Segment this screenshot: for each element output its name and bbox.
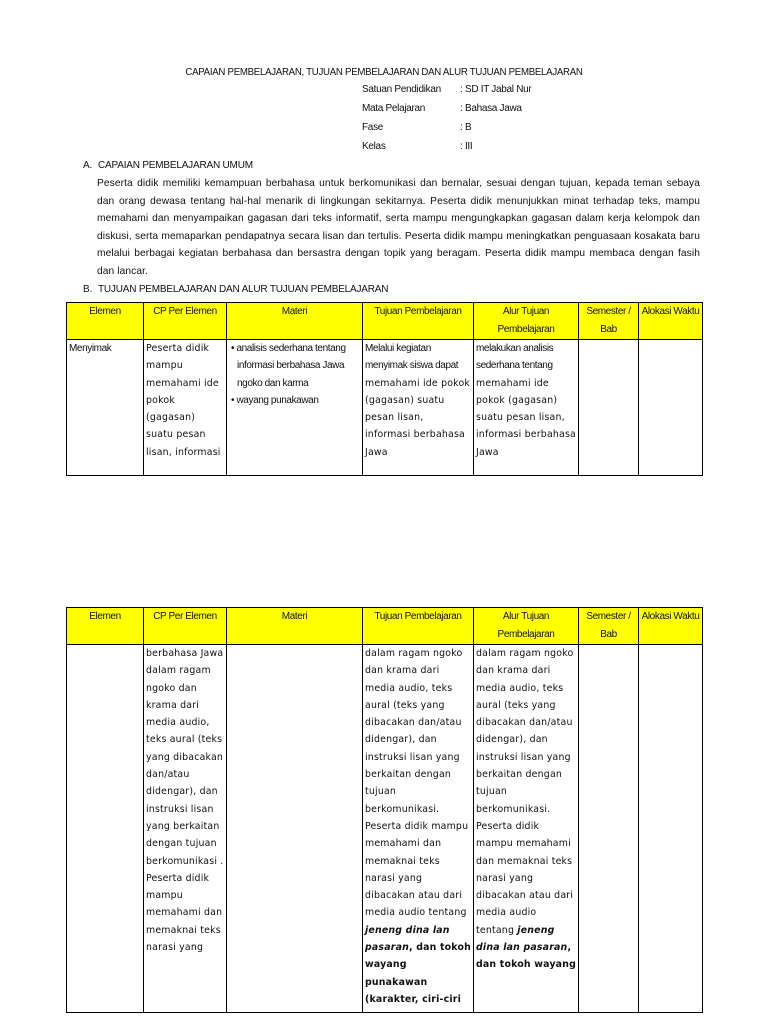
- paragraph-text: Peserta didik memiliki kemampuan berbahasa untuk berkomunikasi dan bernalar, sesuai dengan tujuan, kepada teman sebaya dan orang dewasa tentang hal-hal menarik di lingkungan sekitarnya. Peserta didik menunjukkan minat terhadap teks, mampu memahami dan menyampaikan gagasan dari teks informatif, serta mampu mengungkapkan gagasan dalam kerja kelompok dan diskusi, serta memaparkan pendapatnya secara lisan dan tertulis. Peserta didik mampu meningkatkan penguasaan kosakata baru melalui berbagai kegiatan berbahasa dan bersastra dengan topik yang beragam. Peserta didik mampu membaca dengan fasih dan lancar.: [97, 178, 700, 277]
- header-tujuan: Tujuan Pembelajaran: [363, 303, 474, 340]
- section-a-heading: [83, 160, 253, 171]
- meta-key: Kelas: [362, 141, 386, 152]
- section-b-heading: [83, 284, 388, 295]
- alur-rest: memahami ide pokok (gagasan) suatu pesan lisan, informasi berbahasa Jawa: [476, 377, 577, 458]
- cell-alokasi: [639, 645, 703, 1013]
- table-header-row: [67, 608, 703, 645]
- tujuan-text: dalam ragam ngoko dan krama dari media audio, teks aural (teks yang dibacakan dan/atau didengar), dan instruksi lisan yang berkaitan dengan tujuan berkomunikasi. Peserta didik mampu memahami dan memaknai teks narasi yang dibacakan atau dari media audio tentang: [365, 648, 469, 919]
- meta-key: Mata Pelajaran: [362, 103, 426, 114]
- header-materi: Materi: [227, 303, 363, 340]
- cell-cp: berbahasa Jawa dalam ragam ngoko dan krama dari media audio, teks aural (teks yang dibacakan dan/atau didengar), dan instruksi lisan yang berkaitan dengan tujuan berkomunikasi . Peserta didik mampu memahami dan memaknai teks narasi yang: [144, 645, 227, 1013]
- cell-alur: [474, 645, 579, 1013]
- meta-value: : SD IT Jabal Nur: [460, 84, 532, 95]
- section-number: A.: [83, 160, 93, 171]
- section-title: TUJUAN PEMBELAJARAN DAN ALUR TUJUAN PEMBELAJARAN: [98, 284, 389, 295]
- cell-alur: [474, 340, 579, 476]
- cell-materi: [227, 645, 363, 1013]
- learning-table-page1: [66, 302, 703, 476]
- header-alur: Alur Tujuan Pembelajaran: [474, 608, 579, 645]
- header-cp: CP Per Elemen: [144, 303, 227, 340]
- cell-semester: [579, 645, 639, 1013]
- tujuan-rest: memahami ide pokok (gagasan) suatu pesan lisan, informasi berbahasa Jawa: [365, 377, 471, 458]
- meta-key: Fase: [362, 122, 384, 133]
- cell-tujuan: [363, 340, 474, 476]
- section-a-paragraph: [97, 175, 700, 281]
- meta-value: : B: [460, 122, 472, 133]
- alur-tail: , dan tokoh wayang: [476, 942, 576, 971]
- alur-text: dalam ragam ngoko dan krama dari media audio, teks aural (teks yang dibacakan dan/atau didengar), dan instruksi lisan yang berkaitan dengan tujuan berkomunikasi. Peserta didik mampu memahami dan memaknai teks narasi yang dibacakan atau dari media audio tentang: [476, 648, 574, 936]
- section-title: CAPAIAN PEMBELAJARAN UMUM: [98, 160, 253, 171]
- meta-value: : Bahasa Jawa: [460, 103, 522, 114]
- table-header-row: [67, 303, 703, 340]
- tujuan-tail: , dan tokoh wayang punakawan (karakter, ciri-ciri: [365, 942, 471, 1005]
- header-cp: CP Per Elemen: [144, 608, 227, 645]
- header-elemen: Elemen: [67, 608, 144, 645]
- header-alur: Alur Tujuan Pembelajaran: [474, 303, 579, 340]
- cell-tujuan: [363, 645, 474, 1013]
- table-row: [67, 645, 703, 1013]
- learning-table-page2: [66, 607, 703, 1013]
- header-materi: Materi: [227, 608, 363, 645]
- cell-semester: [579, 340, 639, 476]
- document-title: CAPAIAN PEMBELAJARAN, TUJUAN PEMBELAJARAN DAN ALUR TUJUAN PEMBELAJARAN: [185, 66, 583, 78]
- header-alokasi: Alokasi Waktu: [639, 608, 703, 645]
- header-semester: Semester / Bab: [579, 303, 639, 340]
- header-alokasi: Alokasi Waktu: [639, 303, 703, 340]
- alur-lead: melakukan analisis sederhana tentang: [476, 343, 554, 372]
- tujuan-bold: jeneng dina lan pasaran: [365, 924, 450, 954]
- header-tujuan: Tujuan Pembelajaran: [363, 608, 474, 645]
- meta-key: Satuan Pendidikan: [362, 84, 441, 95]
- cell-elemen: Menyimak: [67, 340, 144, 476]
- cell-alokasi: [639, 340, 703, 476]
- cell-elemen: [67, 645, 144, 1013]
- cell-materi: [227, 340, 363, 476]
- tujuan-lead: Melalui kegiatan menyimak siswa dapat: [365, 343, 459, 372]
- table-row: [67, 340, 703, 476]
- section-number: B.: [83, 284, 93, 295]
- cell-cp: Peserta didik mampu memahami ide pokok (gagasan) suatu pesan lisan, informasi: [144, 340, 227, 476]
- meta-value: : III: [460, 141, 473, 152]
- header-semester: Semester / Bab: [579, 608, 639, 645]
- materi-item: • wayang punakawan: [231, 394, 319, 406]
- materi-item: • analisis sederhana tentang informasi berbahasa Jawa ngoko dan karma: [231, 343, 346, 389]
- header-elemen: Elemen: [67, 303, 144, 340]
- alur-bold: jeneng dina lan pasaran: [476, 924, 568, 954]
